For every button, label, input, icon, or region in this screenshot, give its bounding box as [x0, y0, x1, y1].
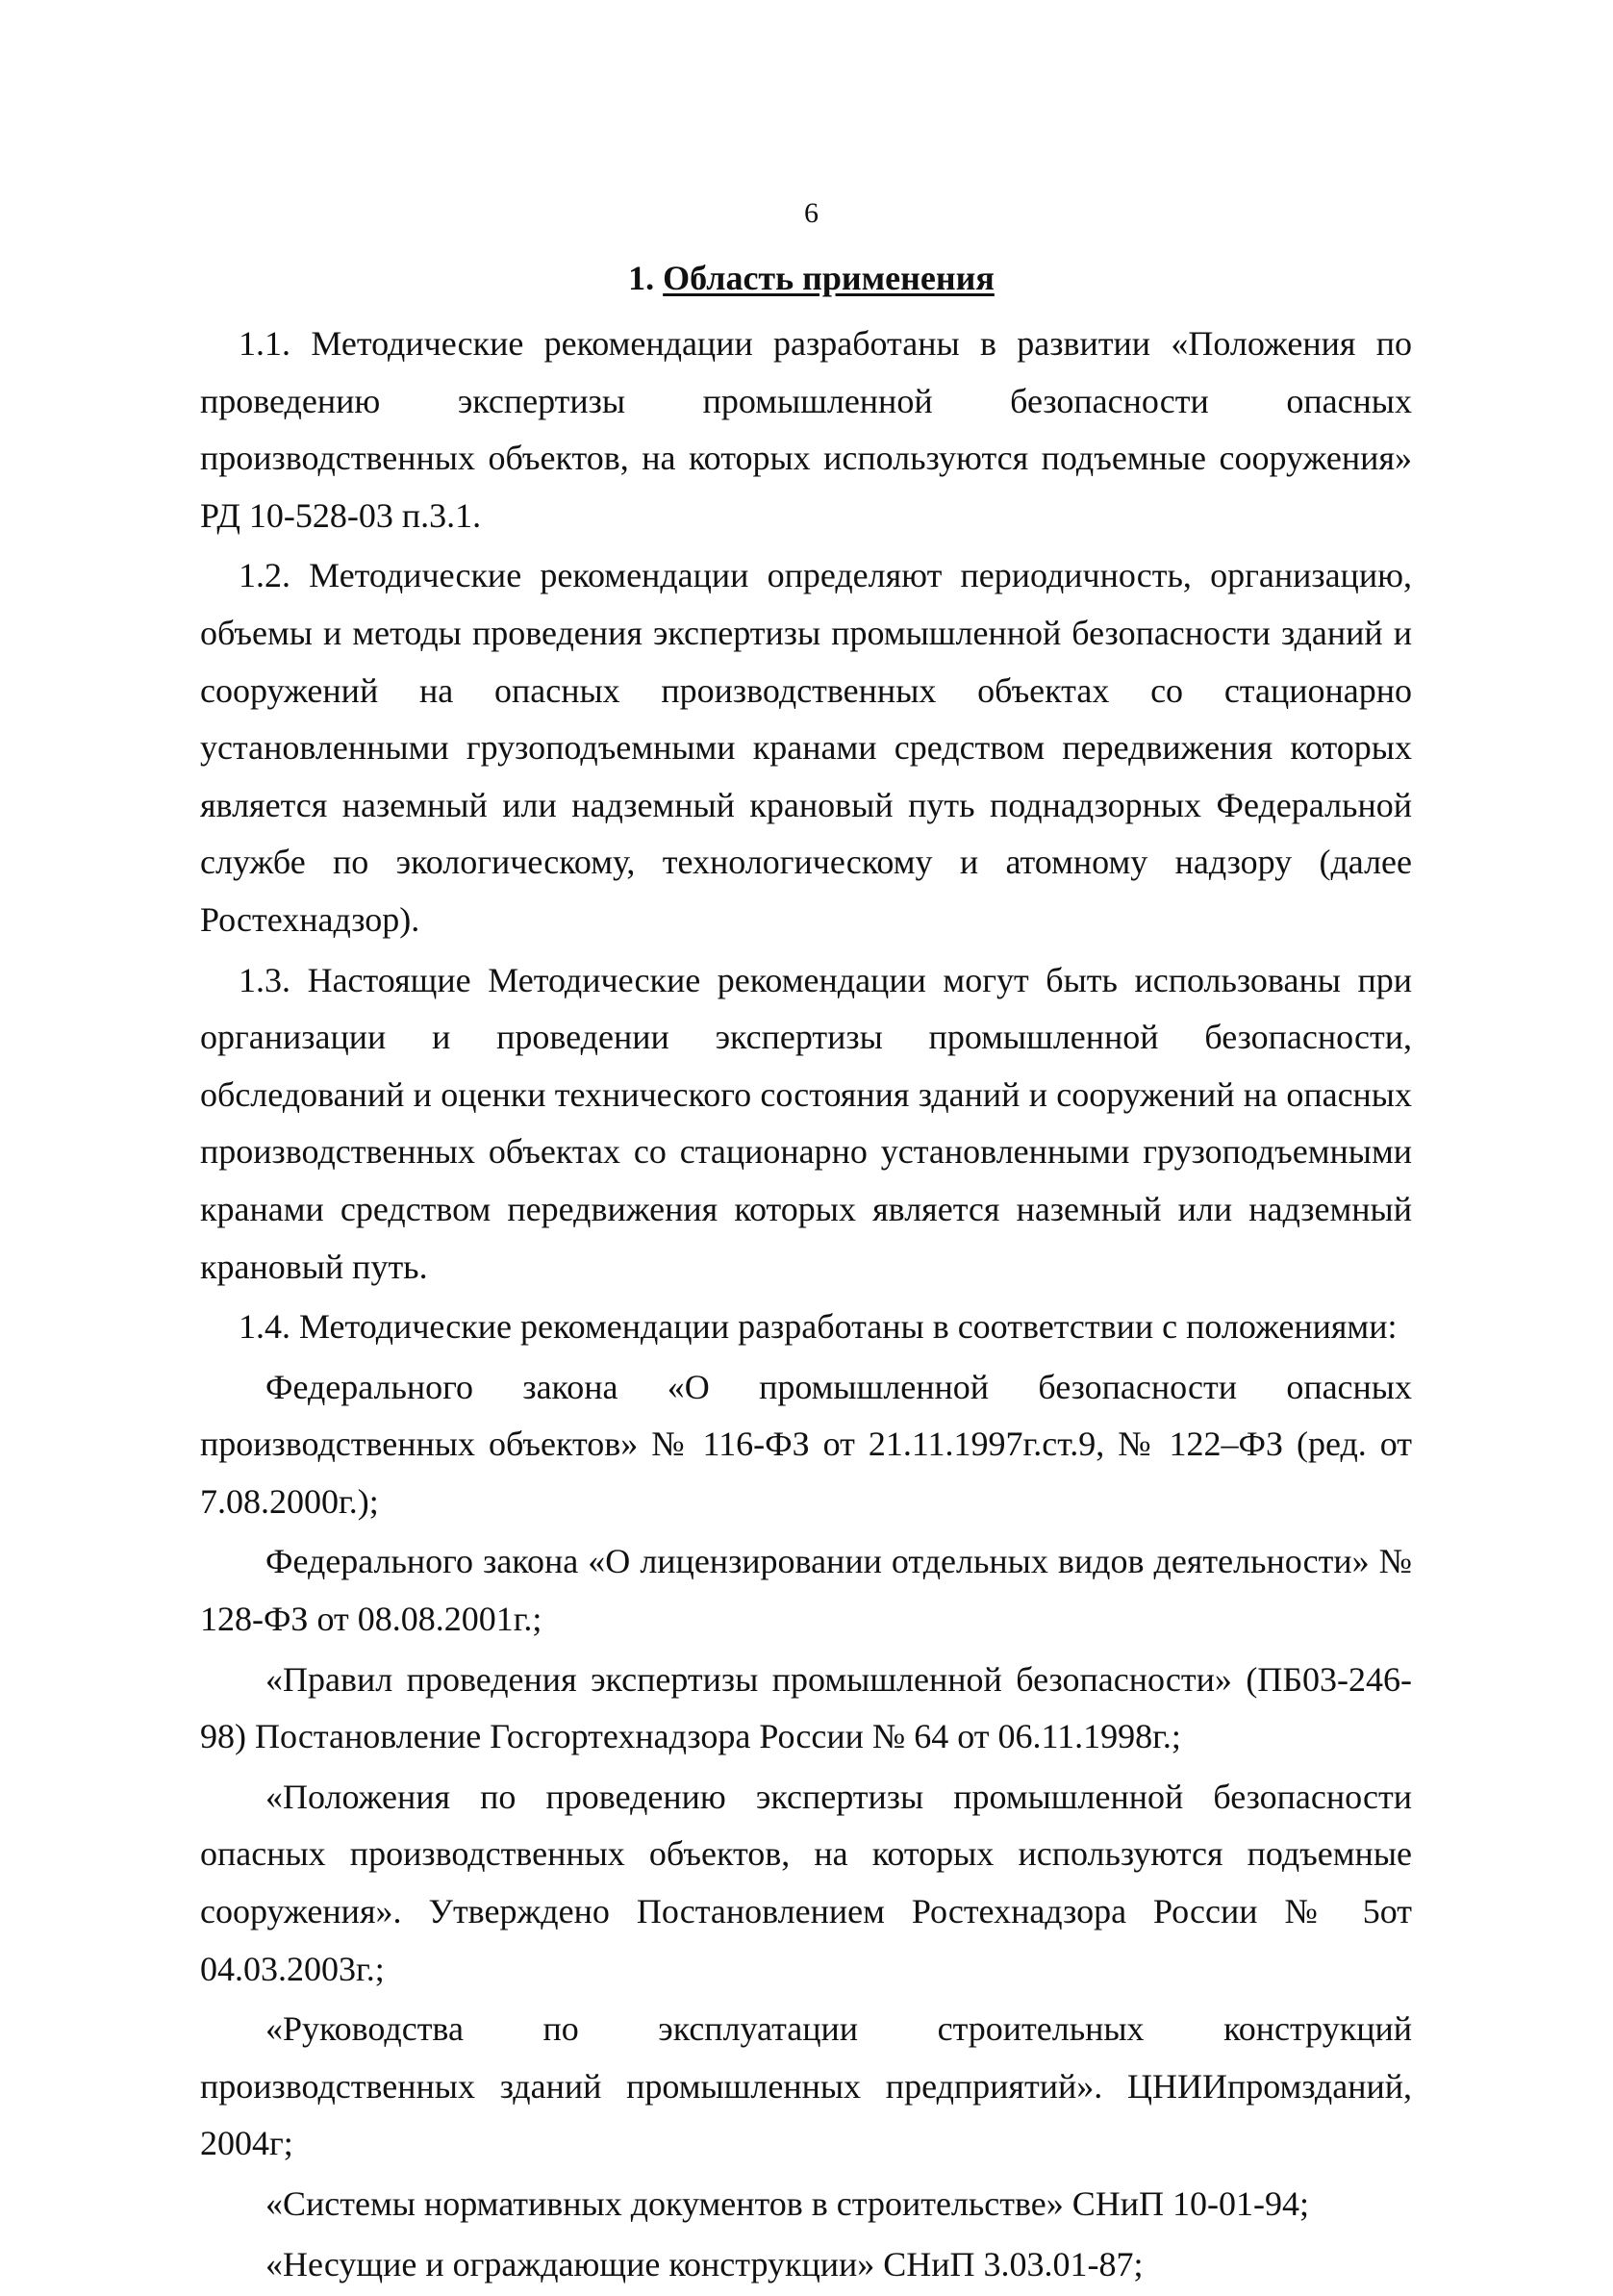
section-title: Область применения: [663, 259, 995, 297]
section-number: 1.: [628, 259, 655, 297]
body-text: [200, 315, 1412, 2296]
section-heading: [0, 258, 1613, 298]
paragraph-1-1: 1.1. Методические рекомендации разработаны в развитии «Положения по проведению экспертизы промышленной безопасности опасных производственных объектов, на которых используются подъемные сооружения» РД 10-528-03 п.3.1.: [200, 324, 1412, 535]
paragraph-1-2: 1.2. Методические рекомендации определяют периодичность, организацию, объемы и методы проведения экспертизы промышленной безопасности зданий и сооружений на опасных производственных объектах со стационарно установленными грузоподъемными кранами средством передвижения которых является наземный или надземный крановый путь поднадзорных Федеральной службе по экологическому, технологическому и атомному надзору (далее Ростехнадзор).: [200, 556, 1412, 939]
reference-item: Федерального закона «О лицензировании отдельных видов деятельности» № 128-ФЗ от 08.08.2001г.;: [200, 1542, 1412, 1639]
paragraph-1-3: 1.3. Настоящие Методические рекомендации могут быть использованы при организации и проведении экспертизы промышленной безопасности, обследований и оценки технического состояния зданий и сооружений на опасных производственных объектах со стационарно установленными грузоподъемными кранами средством передвижения которых является наземный или надземный крановый путь.: [200, 960, 1412, 1286]
reference-item: «Правил проведения экспертизы промышленной безопасности» (ПБ03-246-98) Постановление Госгортехнадзора России № 64 от 06.11.1998г.;: [200, 1659, 1412, 1756]
page-number: 6: [804, 197, 819, 229]
paragraph-1-4: 1.4. Методические рекомендации разработаны в соответствии с положениями:: [239, 1307, 1398, 1347]
reference-item: «Положения по проведению экспертизы промышленной безопасности опасных производственных объектов, на которых используются подъемные сооружения». Утверждено Постановлением Ростехнадзора России № 5от 04.03.2003г.;: [200, 1777, 1412, 1988]
reference-item: Федерального закона «О промышленной безопасности опасных производственных объектов» № 116-ФЗ от 21.11.1997г.ст.9, № 122–ФЗ (ред. от 7.08.2000г.);: [200, 1367, 1412, 1521]
reference-item: «Руководства по эксплуатации строительных конструкций производственных зданий промышленных предприятий». ЦНИИпромзданий, 2004г;: [200, 2009, 1412, 2163]
reference-item: «Несущие и ограждающие конструкции» СНиП 3.03.01-87;: [265, 2244, 1144, 2283]
reference-item: «Системы нормативных документов в строительстве» СНиП 10-01-94;: [265, 2184, 1310, 2223]
